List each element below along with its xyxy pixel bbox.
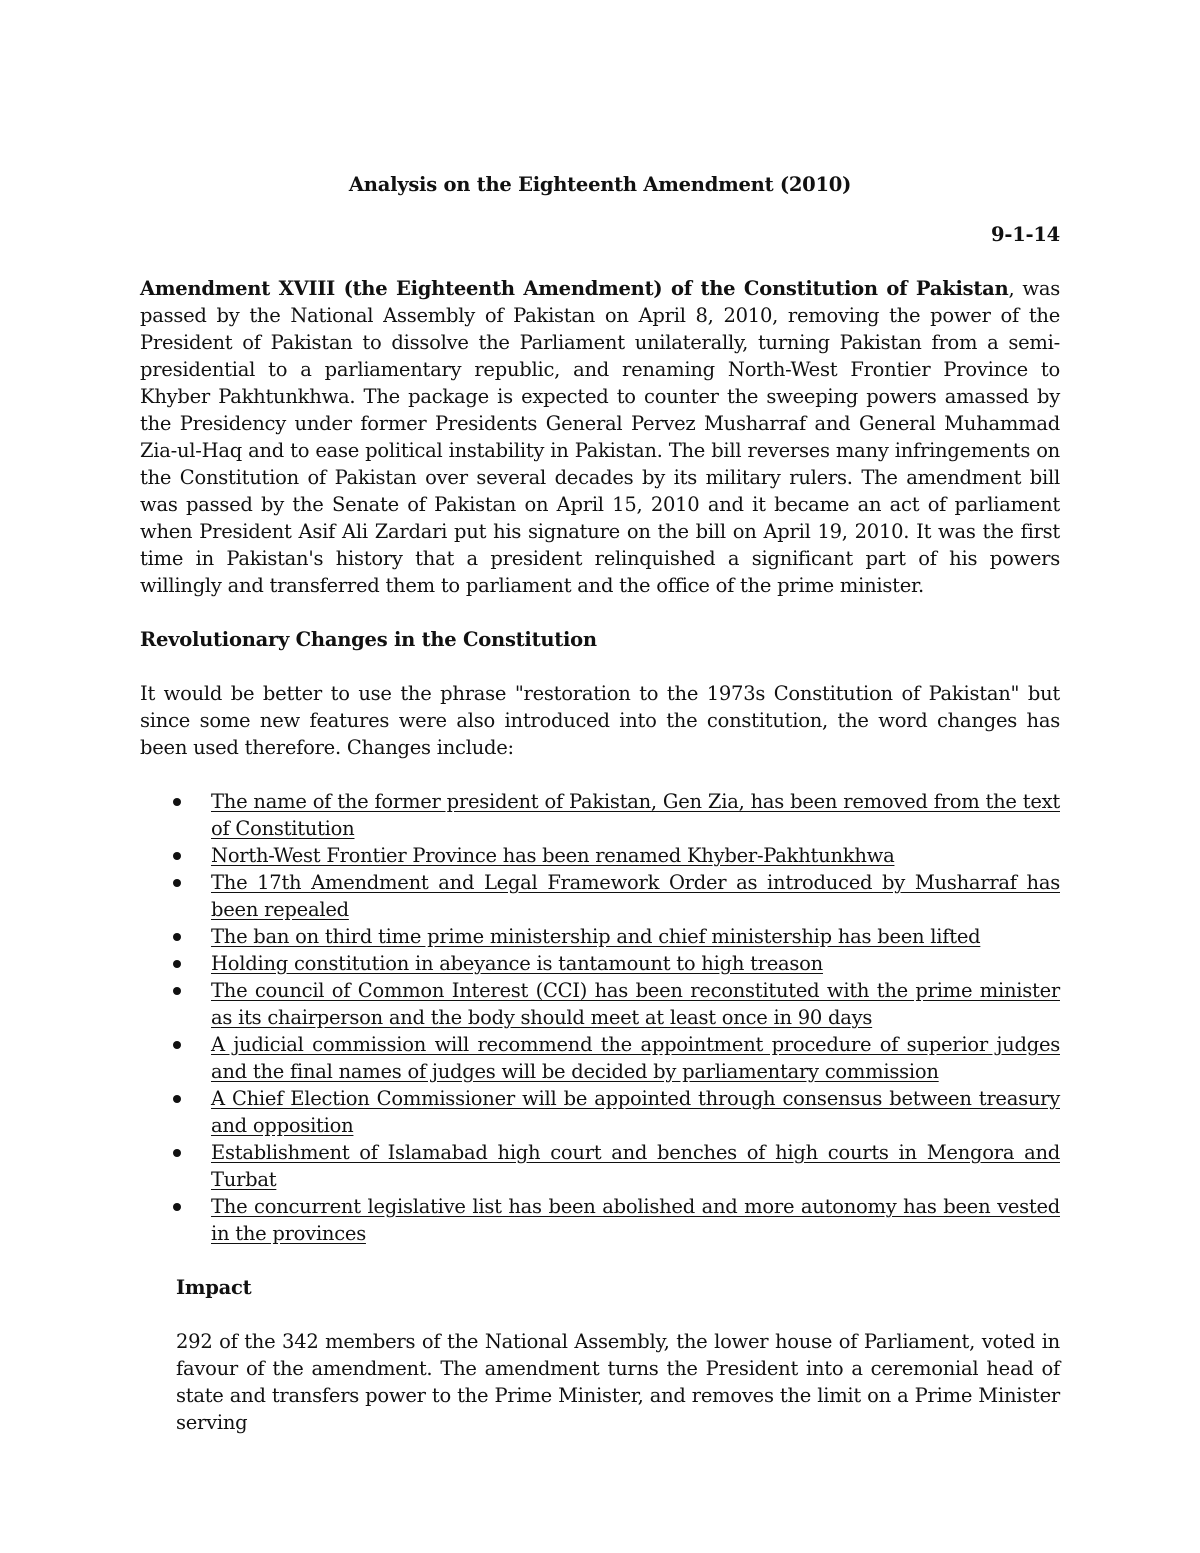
bullet-icon <box>173 987 181 995</box>
impact-heading: Impact <box>176 1276 252 1299</box>
bullet-icon <box>173 852 181 860</box>
changes-list <box>140 788 1060 1247</box>
bullet-icon <box>173 960 181 968</box>
list-item-text[interactable]: The ban on third time prime ministership and chief ministership has been lifted <box>211 925 981 948</box>
list-item <box>140 842 1060 869</box>
bullet-icon <box>173 1041 181 1049</box>
list-item-text[interactable]: The council of Common Interest (CCI) has been reconstituted with the prime minister as its chairperson and the body should meet at least once in 90 days <box>211 979 1060 1029</box>
list-item <box>140 1031 1060 1085</box>
list-item <box>140 869 1060 923</box>
document-title: Analysis on the Eighteenth Amendment (2010) <box>348 173 852 196</box>
bullet-icon <box>173 1203 181 1211</box>
list-item-text[interactable]: Establishment of Islamabad high court and benches of high courts in Mengora and Turbat <box>211 1141 1060 1191</box>
list-item-text[interactable]: A judicial commission will recommend the appointment procedure of superior judges and the final names of judges will be decided by parliamentary commission <box>211 1033 1060 1083</box>
bullet-icon <box>173 798 181 806</box>
document-date: 9-1-14 <box>991 223 1060 246</box>
bullet-icon <box>173 1149 181 1157</box>
impact-paragraph: 292 of the 342 members of the National Assembly, the lower house of Parliament, voted in favour of the amendment. The amendment turns the President into a ceremonial head of state and transfers power to the Prime Minister, and removes the limit on a Prime Minister serving <box>176 1330 1060 1434</box>
list-item-text[interactable]: The concurrent legislative list has been abolished and more autonomy has been vested in the provinces <box>211 1195 1060 1245</box>
bullet-icon <box>173 879 181 887</box>
intro-paragraph <box>140 275 1060 599</box>
section-heading: Revolutionary Changes in the Constitution <box>140 628 597 651</box>
intro-lead: Amendment XVIII (the Eighteenth Amendment) of the Constitution of Pakistan <box>140 277 1009 300</box>
bullet-icon <box>173 933 181 941</box>
bullet-icon <box>173 1095 181 1103</box>
list-item-text[interactable]: A Chief Election Commissioner will be appointed through consensus between treasury and opposition <box>211 1087 1060 1137</box>
list-item <box>140 923 1060 950</box>
section-paragraph: It would be better to use the phrase "restoration to the 1973s Constitution of Pakistan" but since some new features were also introduced into the constitution, the word changes has been used therefore. Changes include: <box>140 682 1060 759</box>
list-item <box>140 1085 1060 1139</box>
list-item <box>140 1139 1060 1193</box>
list-item-text[interactable]: The name of the former president of Pakistan, Gen Zia, has been removed from the text of Constitution <box>211 790 1060 840</box>
list-item-text[interactable]: Holding constitution in abeyance is tantamount to high treason <box>211 952 823 975</box>
list-item-text[interactable]: The 17th Amendment and Legal Framework Order as introduced by Musharraf has been repealed <box>211 871 1060 921</box>
list-item <box>140 977 1060 1031</box>
list-item <box>140 950 1060 977</box>
intro-rest: , was passed by the National Assembly of Pakistan on April 8, 2010, removing the power of the President of Pakistan to dissolve the Parliament unilaterally, turning Pakistan from a semi-presidential to a parliamentary republic, and renaming North-West Frontier Province to Khyber Pakhtunkhwa. The package is expected to counter the sweeping powers amassed by the Presidency under former Presidents General Pervez Musharraf and General Muhammad Zia-ul-Haq and to ease political instability in Pakistan. The bill reverses many infringements on the Constitution of Pakistan over several decades by its military rulers. The amendment bill was passed by the Senate of Pakistan on April 15, 2010 and it became an act of parliament when President Asif Ali Zardari put his signature on the bill on April 19, 2010. It was the first time in Pakistan's history that a president relinquished a significant part of his powers willingly and transferred them to parliament and the office of the prime minister. <box>140 277 1060 597</box>
list-item-text[interactable]: North-West Frontier Province has been renamed Khyber-Pakhtunkhwa <box>211 844 895 867</box>
list-item <box>140 1193 1060 1247</box>
list-item <box>140 788 1060 842</box>
document-page <box>140 166 1060 1436</box>
